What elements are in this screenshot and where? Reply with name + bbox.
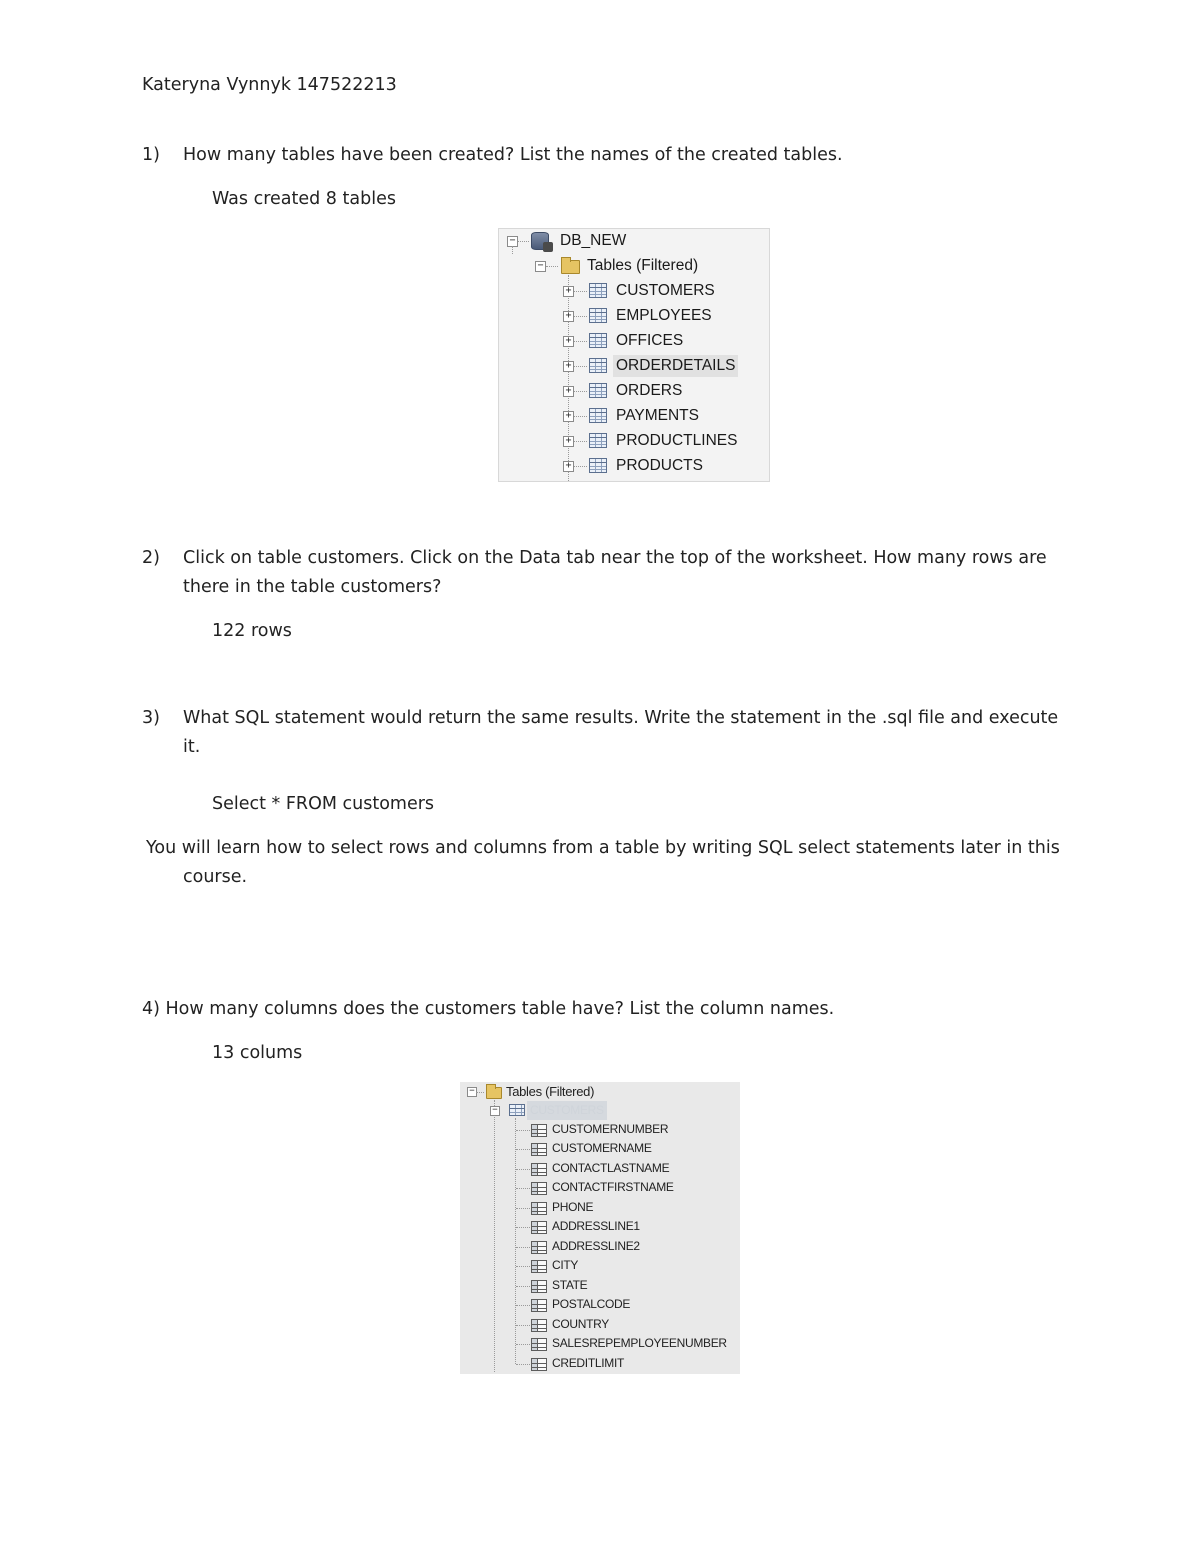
tree-connector xyxy=(574,441,587,442)
tree-connector xyxy=(476,1092,484,1093)
tree-connector xyxy=(516,1227,530,1228)
expand-icon: + xyxy=(563,361,574,372)
columns-tree-screenshot xyxy=(460,1082,740,1374)
column-node: ADDRESSLINE2 xyxy=(552,1239,640,1253)
tables-tree-screenshot xyxy=(498,228,770,482)
table-node-employees: EMPLOYEES xyxy=(616,307,712,324)
column-icon xyxy=(531,1260,547,1273)
q3-question-line1: What SQL statement would return the same results. Write the statement in the .sql file and execute xyxy=(183,708,1059,728)
q2-number: 2) xyxy=(142,548,160,568)
tree-connector xyxy=(516,1130,530,1131)
note-line1: You will learn how to select rows and columns from a table by writing SQL select statements later in this xyxy=(146,838,1060,858)
q2-answer: 122 rows xyxy=(212,621,292,641)
expand-icon: + xyxy=(563,411,574,422)
column-icon xyxy=(531,1338,547,1351)
document-header: Kateryna Vynnyk 147522213 xyxy=(142,75,397,95)
tables-folder-label: Tables (Filtered) xyxy=(506,1084,595,1099)
tree-connector xyxy=(516,1266,530,1267)
column-icon xyxy=(531,1163,547,1176)
tables-folder-label: Tables (Filtered) xyxy=(587,257,699,274)
q1-question: How many tables have been created? List the names of the created tables. xyxy=(183,145,843,165)
tree-connector xyxy=(515,1118,516,1364)
q3-number: 3) xyxy=(142,708,160,728)
tree-connector xyxy=(574,291,587,292)
column-node: PHONE xyxy=(552,1200,594,1214)
column-node: CITY xyxy=(552,1258,579,1272)
tree-connector xyxy=(516,1247,530,1248)
column-icon xyxy=(531,1319,547,1332)
db-node-label: DB_NEW xyxy=(560,232,627,249)
table-icon xyxy=(589,433,607,448)
collapse-icon: − xyxy=(490,1106,500,1116)
column-icon xyxy=(531,1124,547,1137)
expand-icon: + xyxy=(563,311,574,322)
column-node: COUNTRY xyxy=(552,1317,610,1331)
tree-connector xyxy=(494,1100,495,1372)
tree-connector xyxy=(516,1286,530,1287)
collapse-icon: − xyxy=(467,1087,477,1097)
table-icon xyxy=(509,1104,525,1116)
expand-icon: + xyxy=(563,436,574,447)
tree-connector xyxy=(518,241,529,242)
column-node: CUSTOMERNUMBER xyxy=(552,1122,669,1136)
table-node-orderdetails: ORDERDETAILS xyxy=(613,355,738,377)
tree-connector xyxy=(516,1364,530,1365)
q3-answer: Select * FROM customers xyxy=(212,794,435,814)
column-icon xyxy=(531,1202,547,1215)
column-node: CONTACTLASTNAME xyxy=(552,1161,670,1175)
tree-connector xyxy=(574,416,587,417)
column-icon xyxy=(531,1182,547,1195)
column-icon xyxy=(531,1280,547,1293)
q4-answer: 13 colums xyxy=(212,1043,303,1063)
table-icon xyxy=(589,358,607,373)
q3-question-line2: it. xyxy=(183,737,201,757)
folder-icon xyxy=(561,260,580,274)
tree-connector xyxy=(574,316,587,317)
tree-connector xyxy=(516,1149,530,1150)
table-icon xyxy=(589,333,607,348)
table-icon xyxy=(589,408,607,423)
table-node-products: PRODUCTS xyxy=(616,457,703,474)
column-node: STATE xyxy=(552,1278,588,1292)
table-icon xyxy=(589,283,607,298)
table-node-payments: PAYMENTS xyxy=(616,407,699,424)
table-node-productlines: PRODUCTLINES xyxy=(616,432,738,449)
tree-connector xyxy=(574,341,587,342)
tree-connector xyxy=(516,1344,530,1345)
tree-connector xyxy=(516,1169,530,1170)
collapse-icon: − xyxy=(507,236,518,247)
collapse-icon: − xyxy=(535,261,546,272)
folder-icon xyxy=(486,1087,502,1099)
database-icon xyxy=(531,232,549,250)
q1-answer: Was created 8 tables xyxy=(212,189,396,209)
column-node: SALESREPEMPLOYEENUMBER xyxy=(552,1336,727,1350)
column-icon xyxy=(531,1358,547,1371)
expand-icon: + xyxy=(563,386,574,397)
expand-icon: + xyxy=(563,461,574,472)
q2-question-line1: Click on table customers. Click on the Data tab near the top of the worksheet. How many rows are xyxy=(183,548,1047,568)
expand-icon: + xyxy=(563,286,574,297)
column-node: CONTACTFIRSTNAME xyxy=(552,1180,674,1194)
column-node: ADDRESSLINE1 xyxy=(552,1219,640,1233)
tree-connector xyxy=(516,1188,530,1189)
expand-icon: + xyxy=(563,336,574,347)
column-icon xyxy=(531,1241,547,1254)
q2-question-line2: there in the table customers? xyxy=(183,577,442,597)
table-node-orders: ORDERS xyxy=(616,382,683,399)
table-node-customers: CUSTOMERS xyxy=(616,282,715,299)
tree-connector xyxy=(574,466,587,467)
column-icon xyxy=(531,1299,547,1312)
tree-connector xyxy=(574,391,587,392)
tree-connector xyxy=(512,246,513,254)
q1-number: 1) xyxy=(142,145,160,165)
table-node-customers: CUSTOMERS xyxy=(527,1101,607,1120)
tree-connector xyxy=(546,266,558,267)
tree-connector xyxy=(516,1305,530,1306)
table-icon xyxy=(589,458,607,473)
table-icon xyxy=(589,308,607,323)
note-line2: course. xyxy=(183,867,248,887)
tree-connector xyxy=(516,1325,530,1326)
table-icon xyxy=(589,383,607,398)
column-node: CREDITLIMIT xyxy=(552,1356,625,1370)
column-node: POSTALCODE xyxy=(552,1297,631,1311)
tree-connector xyxy=(516,1208,530,1209)
table-node-offices: OFFICES xyxy=(616,332,684,349)
column-icon xyxy=(531,1221,547,1234)
tree-connector xyxy=(574,366,587,367)
column-node: CUSTOMERNAME xyxy=(552,1141,652,1155)
q4-question: 4) How many columns does the customers table have? List the column names. xyxy=(142,999,835,1019)
column-icon xyxy=(531,1143,547,1156)
tree-connector xyxy=(568,275,569,481)
